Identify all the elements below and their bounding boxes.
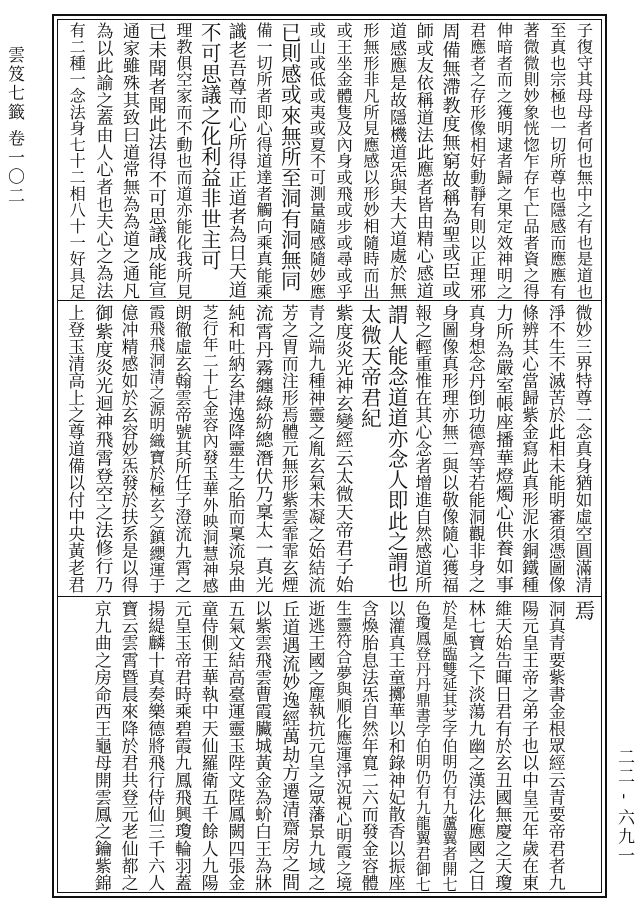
text-column: 御紫度炎光迴神飛霄登空之法修行乃 xyxy=(92,304,114,594)
text-column: 維天始告暉日君有於玄丑國無慶之天瓊 xyxy=(492,600,513,892)
text-column: 洞真青要紫書金根眾經云青要帝君者九 xyxy=(546,600,567,892)
text-column: 至真也宗極也一切所尊也隱感而應應有 xyxy=(547,22,567,300)
text-column: 微妙三界特尊二念真身猶如虛空圓滿清 xyxy=(572,304,593,594)
section-divider-1 xyxy=(57,300,602,301)
text-column: 師或友依稱道法此應者皆由精心感道 xyxy=(412,22,433,300)
text-column: 已未聞者聞此法得不可思議成能宣 xyxy=(145,22,167,300)
text-column: 紫度炎光神玄變經云太微天帝君子始 xyxy=(332,304,354,594)
section-divider-2 xyxy=(57,596,602,597)
text-column: 以灌真王童擲華以和錄神妃散香以振座 xyxy=(386,600,407,892)
text-column: 元皇玉帝君時乘碧霞九鳳飛興瓊輪羽蓋 xyxy=(172,600,193,892)
text-column: 不可思議之化利益非世主可 xyxy=(197,22,222,271)
text-column: 於是風臨雙延其芝字伯明仍有九蘆翼者開七 xyxy=(440,600,459,892)
text-column: 真身想念丹倒功德齊等若能洞觀非身之 xyxy=(466,304,487,594)
text-column: 已則感或來無所至洞有洞無同 xyxy=(277,22,302,292)
text-column: 識老吾尊而心所得正道者為日天道 xyxy=(225,22,247,300)
text-column: 揚緹麟十真奏樂德將飛行侍仙三千六人 xyxy=(145,600,166,892)
text-column: 京九曲之房命西王龜母開雲鳳之鑰紫錦 xyxy=(92,600,113,892)
text-column: 純和吐納玄津逸降靈生之胎而稟流泉曲 xyxy=(225,304,246,594)
text-column: 子復守其母母者何也無中之有也是道也 xyxy=(573,22,593,300)
text-column: 上登玉清高上之尊道備以付中央黃老君 xyxy=(65,304,86,594)
text-column: 霞飛飛洞清之源明織寶於極玄之鎮纓運于 xyxy=(146,304,166,594)
text-column: 以紫雲飛雲曹霞臟城黃金為蚧白王為牀 xyxy=(252,600,273,892)
text-column: 流霄丹霧纏綠紛總潛伏乃稟太一真光 xyxy=(252,304,274,594)
text-column: 理教俱空家而不動也而道亦能化我所見 xyxy=(173,22,193,300)
text-column: 陽元皇王帝之弟子也以中皇元年歲在東 xyxy=(519,600,540,892)
text-column: 備一切所者即心得道達者觸向乘真能乘 xyxy=(253,22,273,300)
text-column: 芝行年二十七金容內發玉華外映洞慧神感 xyxy=(200,304,220,594)
text-column: 著微微則妙象恍惚乍存乍亡品者資之得 xyxy=(520,22,540,300)
text-column: 億冲精感如於玄容妙炁發於扶系是以得 xyxy=(119,304,140,594)
text-column: 寶云雲霄暨晨來降於君共登元老仙都之 xyxy=(119,600,140,892)
text-column: 通家雖殊其致曰道常無為為道之通凡 xyxy=(119,22,140,300)
text-column: 芳之胃而注形焉體元無形紫雲霏霏玄煙 xyxy=(279,304,300,594)
text-column: 周備無滯教度無窮故稱為聖或臣或 xyxy=(439,22,461,300)
text-column: 焉 xyxy=(570,600,595,621)
text-column: 五氣文結高臺運靈玉陛文陛鳳闕四張金 xyxy=(225,600,246,892)
text-column: 有二種一念法身七十二相八十一好具足 xyxy=(66,22,86,300)
text-column: 伸暗者而之獲明逮者歸之果定效神明之 xyxy=(493,22,513,300)
text-column: 君應者之存形像相好動靜有則以正理邪 xyxy=(467,22,487,300)
text-column: 或王坐金體隻及內身或飛或步或尋或乎 xyxy=(333,22,353,300)
text-column: 淨不生不滅苦於此相未能明審須憑圖像 xyxy=(546,304,567,594)
text-column: 形無形非凡所見應感以形妙相隨時而出 xyxy=(360,22,380,300)
text-column: 或山或低或夷或夏不可測量隨感隨妙應 xyxy=(306,22,326,300)
text-column: 丘道遇流妙逸經萬劫方遷清齋房之間 xyxy=(279,600,301,892)
text-column: 林七寶之下淡蕩九幽之漢法化應國之日 xyxy=(466,600,487,892)
text-column: 生靈符合夢與順化應運淨況視心明霞之境 xyxy=(333,600,353,892)
text-column: 條辨其心當歸紫金寫此真形泥水銅鐵種 xyxy=(519,304,540,594)
text-column: 青之端九種神靈之胤玄氣未凝之始結流 xyxy=(305,304,326,594)
margin-book-title: 雲笈七籤 卷一〇二 xyxy=(4,46,24,206)
text-column: 朗徹虛玄翰雲帝號其所任子澄流九霄之 xyxy=(172,304,193,594)
text-column: 太微天帝君紀 xyxy=(357,304,382,429)
text-column: 逝逃王國之塵執抗元皇之眾藩景九域之 xyxy=(305,600,326,892)
text-column: 報之輕重惟在其心念者增進自然感道所 xyxy=(412,304,433,594)
margin-page-number: 二二 - 六九一 xyxy=(614,748,634,866)
text-column: 力所為嚴室帳座播華燈燭心供養如事 xyxy=(492,304,514,594)
text-column: 色瓊鳳登丹丹鼎書字伯明仍有九龍翼君御七 xyxy=(413,600,432,892)
text-column: 謂人能念道道亦念人即此之謂也 xyxy=(384,304,409,593)
text-column: 童侍側王華執中天仙羅衛五千餘人九陽 xyxy=(199,600,220,892)
text-column: 道感應是故隱機道炁與夫大道處於無 xyxy=(386,22,407,300)
text-column: 身圖像真形理亦無二與以敬像隨心獲福 xyxy=(439,304,460,594)
text-column: 為以此諭之蓋由人心者也夫心之為法 xyxy=(92,22,113,300)
text-column: 含煥胎息法炁自然年寬二六而發金容體 xyxy=(359,600,380,892)
